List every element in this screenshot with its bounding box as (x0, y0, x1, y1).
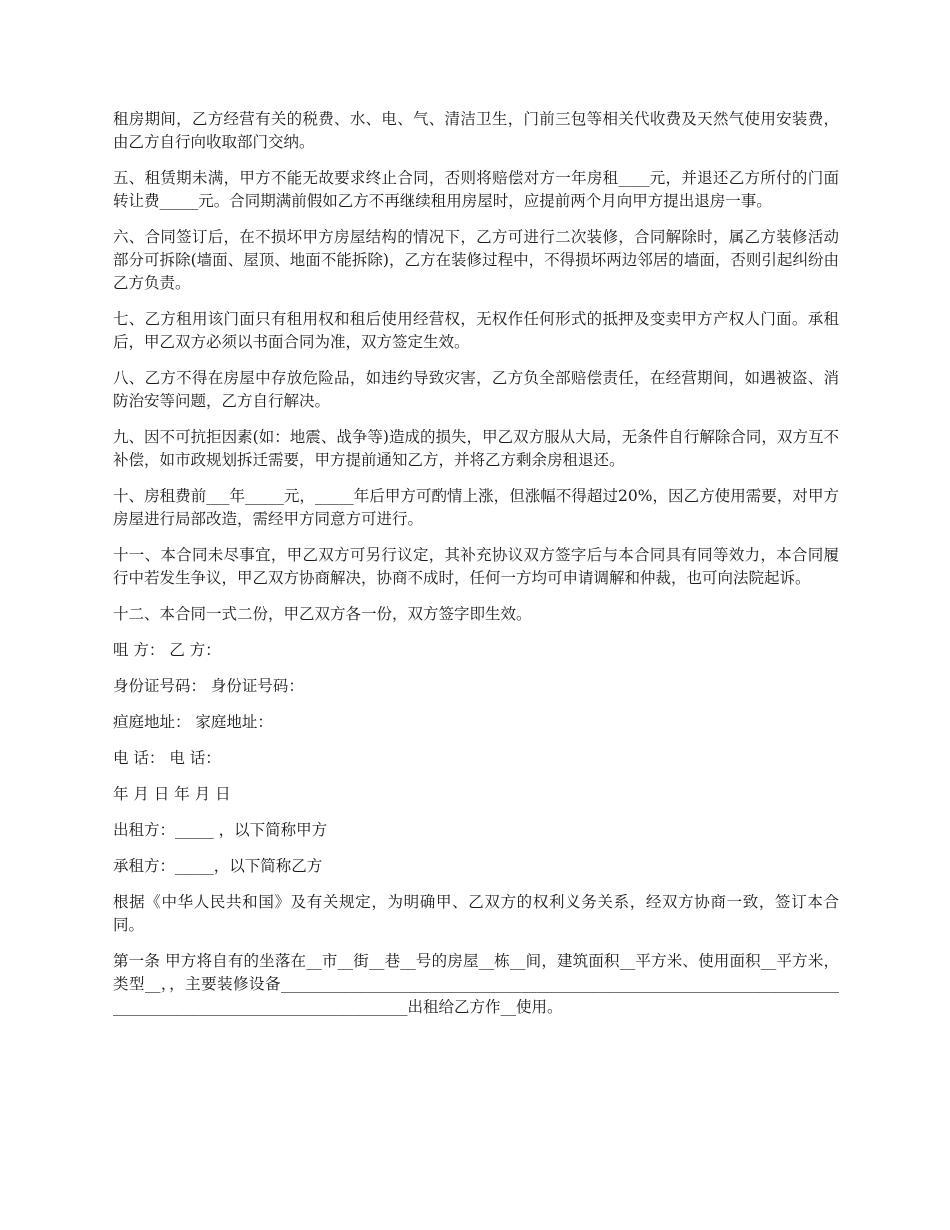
article-one-paragraph: 第一条 甲方将自有的坐落在__市__街__巷__号的房屋__栋__间，建筑面积__平方米、使用面积__平方米，类型__，，主要装修设备______________________________________________________________________________________________________________出租给乙方作__使用。 (113, 952, 839, 1016)
paragraph-clause-10: 十、房租费前___年_____元，_____年后甲方可酌情上涨，但涨幅不得超过20%，因乙方使用需要，对甲方房屋进行局部改造，需经甲方同意方可进行。 (113, 487, 839, 528)
paragraph-clause-6: 六、合同签订后，在不损坏甲方房屋结构的情况下，乙方可进行二次装修，合同解除时，属乙方装修活动部分可拆除(墙面、屋顶、地面不能拆除)，乙方在装修过程中，不得损坏两边邻居的墙面，否则引起纠纷由乙方负责。 (113, 228, 839, 292)
signature-id-numbers: 身份证号码： 身份证号码： (113, 677, 304, 695)
paragraph-clause-7: 七、乙方租用该门面只有租用权和租后使用经营权，无权作任何形式的抵押及变卖甲方产权人门面。承租后，甲乙双方必须以书面合同为准，双方签定生效。 (113, 310, 839, 351)
paragraph-clause-11: 十一、本合同未尽事宜，甲乙双方可另行议定，其补充协议双方签字后与本合同具有同等效力，本合同履行中若发生争议，甲乙双方协商解决，协商不成时，任何一方均可申请调解和仲裁，也可向法院起诉。 (113, 546, 839, 587)
signature-addresses: 疸庭地址： 家庭地址： (113, 713, 273, 731)
signature-parties: 咀 方： 乙 方： (113, 641, 221, 659)
signature-dates: 年 月 日 年 月 日 (113, 785, 231, 803)
paragraph-utilities: 租房期间，乙方经营有关的税费、水、电、气、清洁卫生，门前三包等相关代收费及天然气使用安装费，由乙方自行向收取部门交纳。 (113, 110, 839, 151)
signature-phones: 电 话： 电 话： (113, 749, 221, 767)
paragraph-clause-9: 九、因不可抗拒因素(如：地震、战争等)造成的损失，甲乙双方服从大局，无条件自行解除合同，双方互不补偿，如市政规划拆迁需要，甲方提前通知乙方，并将乙方剩余房租退还。 (113, 428, 839, 469)
lessor-line: 出租方：_____ ，以下简称甲方 (113, 821, 328, 839)
paragraph-clause-5: 五、租赁期未满，甲方不能无故要求终止合同，否则将赔偿对方一年房租____元，并退还乙方所付的门面转让费_____元。合同期满前假如乙方不再继续租用房屋时，应提前两个月向甲方提出退房一事。 (113, 169, 839, 210)
paragraph-clause-8: 八、乙方不得在房屋中存放危险品，如违约导致灾害，乙方负全部赔偿责任，在经营期间，如遇被盗、消防治安等问题，乙方自行解决。 (113, 369, 839, 410)
paragraph-clause-12: 十二、本合同一式二份，甲乙双方各一份，双方签字即生效。 (113, 605, 532, 623)
preamble-paragraph: 根据《中华人民共和国》及有关规定，为明确甲、乙双方的权利义务关系，经双方协商一致，签订本合同。 (113, 893, 839, 934)
lessee-line: 承租方：_____，以下简称乙方 (113, 857, 323, 875)
contract-document (113, 108, 839, 1032)
